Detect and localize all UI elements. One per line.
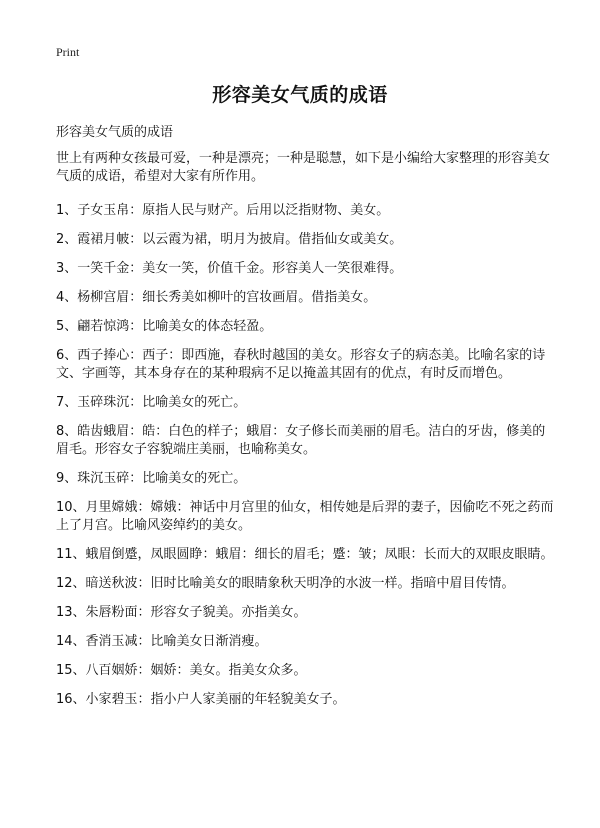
list-item: 7、玉碎珠沉：比喻美女的死亡。 (56, 395, 247, 410)
list-item: 4、杨柳宫眉：细长秀美如柳叶的宫妆画眉。借指美女。 (56, 290, 377, 305)
list-item: 10、月里嫦娥：嫦娥：神话中月宫里的仙女，相传她是后羿的妻子，因偷吃不死之药而上了月宫。比喻风姿绰约的美女。 (56, 500, 554, 533)
list-item: 16、小家碧玉：指小户人家美丽的年轻貌美女子。 (56, 692, 346, 707)
list-item: 12、暗送秋波：旧时比喻美女的眼睛象秋天明净的水波一样。指暗中眉目传情。 (56, 576, 515, 591)
list-item: 15、八百姻娇：姻娇：美女。指美女众多。 (56, 663, 307, 678)
document-subtitle: 形容美女气质的成语 (56, 125, 174, 140)
list-item: 9、珠沉玉碎：比喻美女的死亡。 (56, 471, 247, 486)
list-item: 11、蛾眉倒蹙，凤眼圆睁：蛾眉：细长的眉毛；蹙：皱；凤眼：长而大的双眼皮眼睛。 (56, 547, 554, 562)
list-item: 6、西子捧心：西子：即西施，春秋时越国的美女。形容女子的病态美。比喻名家的诗文、字画等，其本身存在的某种瑕病不足以掩盖其固有的优点，有时反而增色。 (56, 348, 546, 381)
intro-paragraph: 世上有两种女孩最可爱，一种是漂亮；一种是聪慧，如下是小编给大家整理的形容美女气质的成语，希望对大家有所作用。 (56, 151, 551, 184)
list-item: 13、朱唇粉面：形容女子貌美。亦指美女。 (56, 605, 307, 620)
list-item: 2、霞裙月帔：以云霞为裙，明月为披肩。借指仙女或美女。 (56, 232, 403, 247)
list-item: 1、子女玉帛：原指人民与财产。后用以泛指财物、美女。 (56, 203, 390, 218)
page-title: 形容美女气质的成语 (212, 84, 388, 106)
list-item: 8、皓齿蛾眉：皓：白色的样子；蛾眉：女子修长而美丽的眉毛。洁白的牙齿，修美的眉毛。形容女子容貌端庄美丽，也喻称美女。 (56, 424, 546, 457)
list-item: 14、香消玉减：比喻美女日渐消瘦。 (56, 634, 268, 649)
print-label: Print (56, 45, 80, 59)
list-item: 5、翩若惊鸿：比喻美女的体态轻盈。 (56, 319, 273, 334)
idiom-list (56, 202, 556, 720)
list-item: 3、一笑千金：美女一笑，价值千金。形容美人一笑很难得。 (56, 261, 403, 276)
